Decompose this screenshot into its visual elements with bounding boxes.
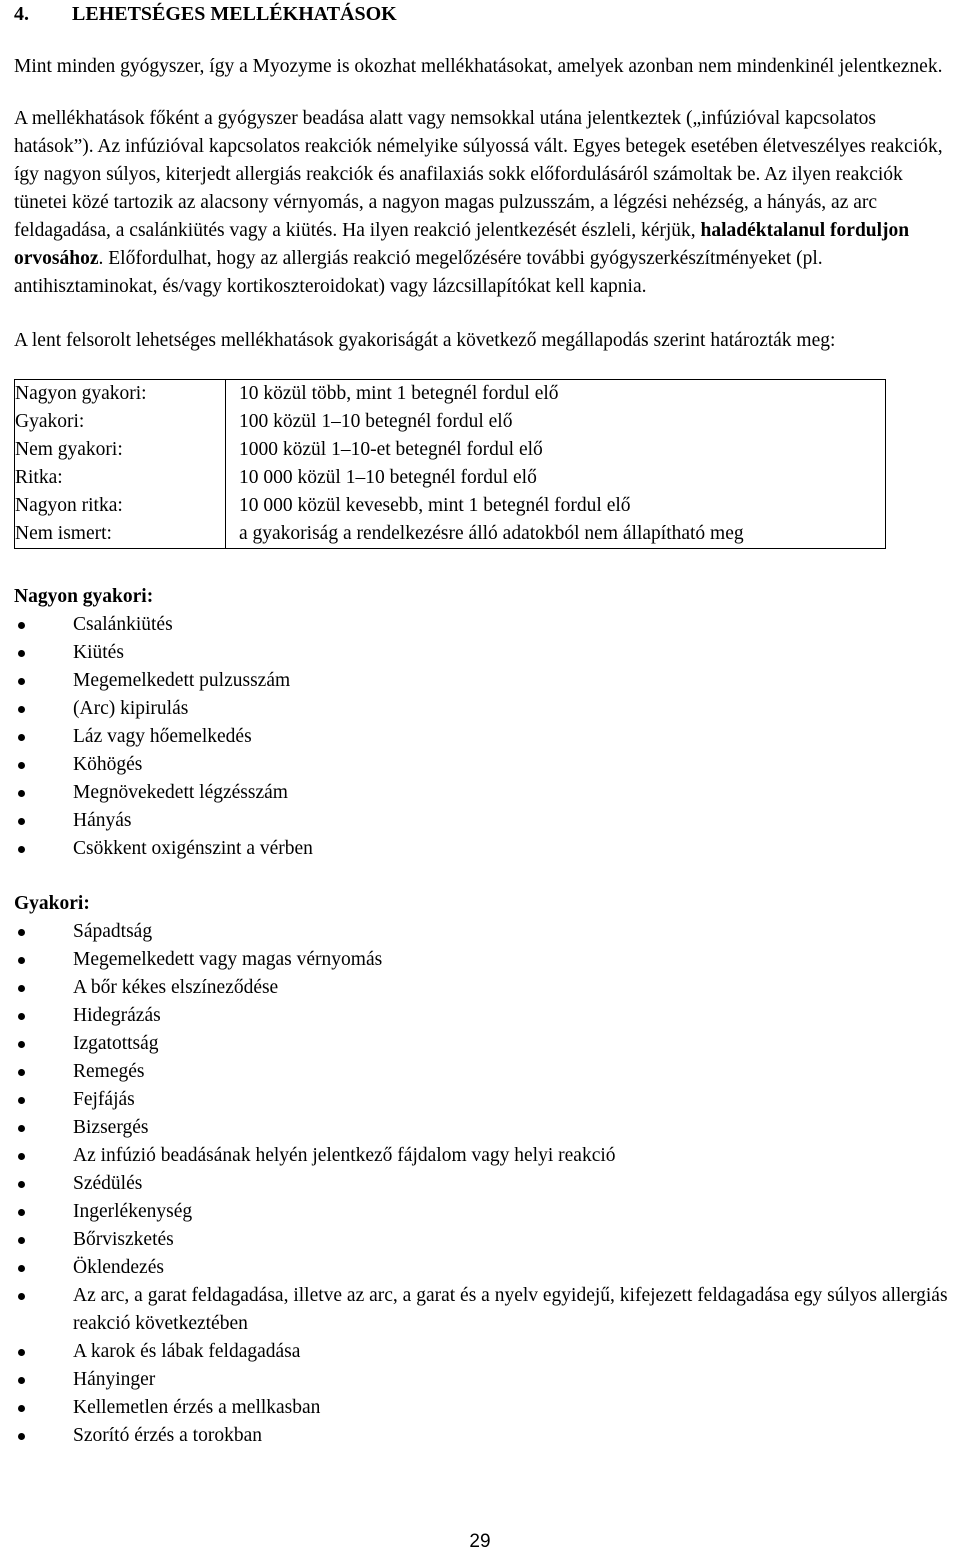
main-paragraph bbox=[14, 105, 954, 301]
section-number: 4. bbox=[14, 3, 29, 25]
list-item: Szédülés bbox=[14, 1170, 954, 1198]
list-item: Ingerlékenység bbox=[14, 1198, 954, 1226]
list-item: Remegés bbox=[14, 1058, 954, 1086]
list-item: (Arc) kipirulás bbox=[14, 695, 954, 723]
list-item: Fejfájás bbox=[14, 1086, 954, 1114]
frequency-labels-cell bbox=[15, 380, 226, 549]
list-item: Hányás bbox=[14, 807, 954, 835]
list-item: Szorító érzés a torokban bbox=[14, 1422, 954, 1450]
section-title: LEHETSÉGES MELLÉKHATÁSOK bbox=[72, 3, 397, 25]
frequency-description: 10 közül több, mint 1 betegnél fordul elő bbox=[239, 383, 559, 404]
list-item: A karok és lábak feldagadása bbox=[14, 1338, 954, 1366]
very-common-list bbox=[14, 611, 954, 863]
very-common-heading: Nagyon gyakori: bbox=[14, 586, 154, 607]
frequency-description: 1000 közül 1–10-et betegnél fordul elő bbox=[239, 439, 543, 460]
main-paragraph-text: A mellékhatások főként a gyógyszer beadása alatt vagy nemsokkal utána jelentkeztek („infúzióval kapcsolatos hatások”). Az infúzióval kapcsolatos reakciók némelyike súlyossá vált. Egyes betegek esetében életveszélyes reakciók, így nagyon súlyos, kiterjedt allergiás reakciók és anafilaxiás sokk előfordulásáról számoltak be. Az ilyen reakciók tünetei közé tartozik az alacsony vérnyomás, a nagyon magas pulzusszám, a légzési nehézség, a hányás, az arc feldagadása, a csalánkiütés vagy a kiütés. Ha ilyen reakció jelentkezését észleli, kérjük, bbox=[14, 108, 943, 241]
document-page bbox=[14, 0, 954, 1450]
frequency-table bbox=[14, 379, 886, 549]
list-item: Köhögés bbox=[14, 751, 954, 779]
main-paragraph-bold: haladéktalanul forduljon orvosához bbox=[14, 220, 910, 269]
list-item: Kellemetlen érzés a mellkasban bbox=[14, 1394, 954, 1422]
list-item: Az infúzió beadásának helyén jelentkező fájdalom vagy helyi reakció bbox=[14, 1142, 954, 1170]
list-item: Hányinger bbox=[14, 1366, 954, 1394]
list-item: A bőr kékes elszíneződése bbox=[14, 974, 954, 1002]
section-heading bbox=[14, 0, 954, 28]
frequency-label: Nagyon gyakori: bbox=[15, 383, 147, 404]
frequency-description: 10 000 közül kevesebb, mint 1 betegnél fordul elő bbox=[239, 495, 631, 516]
frequency-label: Ritka: bbox=[15, 467, 63, 488]
list-item: Bőrviszketés bbox=[14, 1226, 954, 1254]
list-item: Csalánkiütés bbox=[14, 611, 954, 639]
list-item: Az arc, a garat feldagadása, illetve az arc, a garat és a nyelv egyidejű, kifejezett feldagadása egy súlyos allergiás reakció következtében bbox=[14, 1282, 954, 1338]
frequency-descriptions-cell bbox=[226, 380, 886, 549]
list-item: Kiütés bbox=[14, 639, 954, 667]
list-item: Izgatottság bbox=[14, 1030, 954, 1058]
frequency-intro: A lent felsorolt lehetséges mellékhatások gyakoriságát a következő megállapodás szerint határozták meg: bbox=[14, 330, 836, 351]
frequency-label: Gyakori: bbox=[15, 411, 85, 432]
frequency-description: 10 000 közül 1–10 betegnél fordul elő bbox=[239, 467, 537, 488]
list-item: Láz vagy hőemelkedés bbox=[14, 723, 954, 751]
frequency-label: Nagyon ritka: bbox=[15, 495, 123, 516]
page-number: 29 bbox=[469, 1531, 491, 1552]
list-item: Megemelkedett pulzusszám bbox=[14, 667, 954, 695]
frequency-label: Nem ismert: bbox=[15, 523, 112, 544]
list-item: Sápadtság bbox=[14, 918, 954, 946]
list-item: Megemelkedett vagy magas vérnyomás bbox=[14, 946, 954, 974]
list-item: Öklendezés bbox=[14, 1254, 954, 1282]
frequency-description: a gyakoriság a rendelkezésre álló adatokból nem állapítható meg bbox=[239, 523, 744, 544]
list-item: Bizsergés bbox=[14, 1114, 954, 1142]
list-item: Megnövekedett légzésszám bbox=[14, 779, 954, 807]
common-list bbox=[14, 918, 954, 1450]
intro-paragraph: Mint minden gyógyszer, így a Myozyme is okozhat mellékhatásokat, amelyek azonban nem mindenkinél jelentkeznek. bbox=[14, 56, 943, 77]
main-paragraph-text-end: . Előfordulhat, hogy az allergiás reakció megelőzésére további gyógyszerkészítményeket (pl. antihisztaminokat, és/vagy kortikoszteroidokat) vagy lázcsillapítókat kell kapnia. bbox=[14, 248, 823, 297]
list-item: Hidegrázás bbox=[14, 1002, 954, 1030]
frequency-description: 100 közül 1–10 betegnél fordul elő bbox=[239, 411, 513, 432]
frequency-label: Nem gyakori: bbox=[15, 439, 123, 460]
list-item: Csökkent oxigénszint a vérben bbox=[14, 835, 954, 863]
common-heading: Gyakori: bbox=[14, 893, 90, 914]
